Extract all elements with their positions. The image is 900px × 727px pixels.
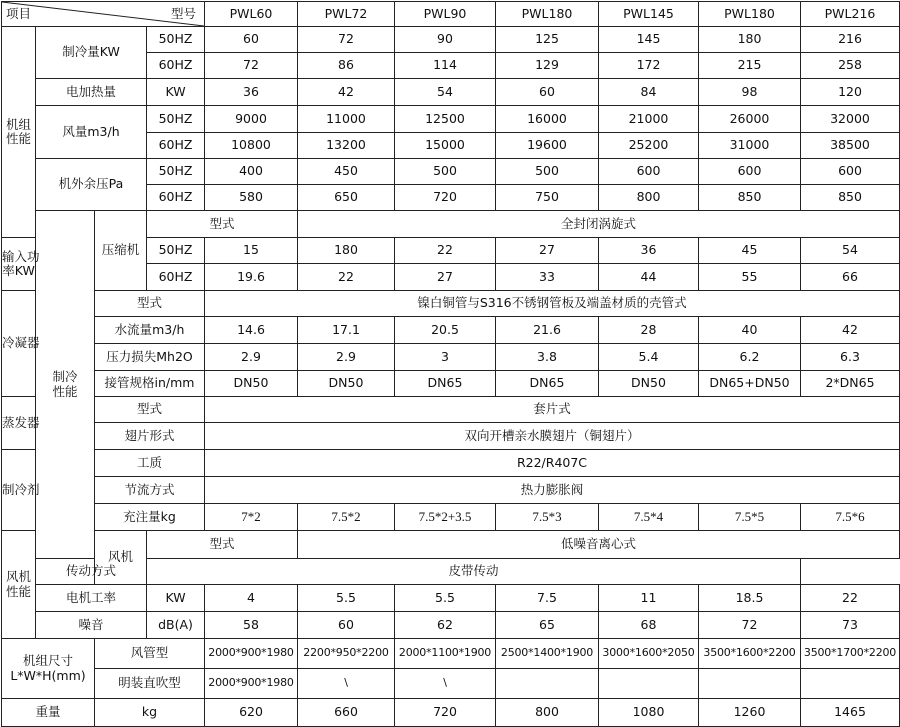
- value-cell: 36: [205, 79, 298, 106]
- medium-value: R22/R407C: [205, 450, 900, 477]
- evaporator-label: 蒸发器: [2, 397, 36, 450]
- value-cell: 3000*1600*2050: [599, 639, 699, 669]
- value-cell: 172: [599, 53, 699, 79]
- fan-type-value: 低噪音离心式: [298, 531, 900, 559]
- throttle-label: 节流方式: [95, 477, 205, 504]
- value-cell: 90: [395, 27, 496, 53]
- value-cell: 98: [699, 79, 801, 106]
- value-cell: 27: [395, 264, 496, 291]
- value-cell: 31000: [699, 133, 801, 159]
- value-cell: 850: [801, 185, 900, 211]
- category-fan-performance: 风机 性能: [2, 531, 36, 639]
- model-header: PWL216: [801, 2, 900, 27]
- value-cell: 19.6: [205, 264, 298, 291]
- value-cell: 650: [298, 185, 395, 211]
- value-cell: 72: [205, 53, 298, 79]
- value-cell: 68: [599, 612, 699, 639]
- value-cell: 54: [395, 79, 496, 106]
- spec-table: [1, 1, 900, 727]
- value-cell: 62: [395, 612, 496, 639]
- drive-value: 皮带传动: [147, 559, 801, 585]
- throttle-value: 热力膨胀阀: [205, 477, 900, 504]
- value-cell: 3500*1700*2200: [801, 639, 900, 669]
- value-cell: 850: [699, 185, 801, 211]
- value-cell: 7.5*3: [496, 504, 599, 531]
- value-cell: 60: [205, 27, 298, 53]
- value-cell: 6.3: [801, 344, 900, 371]
- model-label: 型号: [170, 6, 196, 21]
- model-header: PWL72: [298, 2, 395, 27]
- model-header: PWL90: [395, 2, 496, 27]
- value-cell: 58: [205, 612, 298, 639]
- value-cell: 215: [699, 53, 801, 79]
- value-cell: 3.8: [496, 344, 599, 371]
- value-cell: 42: [298, 79, 395, 106]
- value-cell: 11: [599, 585, 699, 612]
- model-header: PWL145: [599, 2, 699, 27]
- fin-type-value: 双向开槽亲水膜翅片（铜翅片）: [205, 423, 900, 450]
- value-cell: 2000*900*1980: [205, 639, 298, 669]
- value-cell: 54: [801, 238, 900, 264]
- pressure-loss-label: 压力损失Mh2O: [95, 344, 205, 371]
- value-cell: 9000: [205, 106, 298, 133]
- value-cell: DN65: [395, 371, 496, 397]
- input-power-label: 输入功 率KW: [2, 238, 36, 291]
- freq-label: 60HZ: [147, 264, 205, 291]
- value-cell: 20.5: [395, 317, 496, 344]
- value-cell: 6.2: [699, 344, 801, 371]
- value-cell: 600: [801, 159, 900, 185]
- value-cell: 14.6: [205, 317, 298, 344]
- freq-label: 50HZ: [147, 159, 205, 185]
- value-cell: 32000: [801, 106, 900, 133]
- value-cell: 400: [205, 159, 298, 185]
- pipe-spec-label: 接管规格in/mm: [95, 371, 205, 397]
- value-cell: 45: [699, 238, 801, 264]
- charge-label: 充注量kg: [95, 504, 205, 531]
- value-cell: 5.5: [395, 585, 496, 612]
- value-cell: 65: [496, 612, 599, 639]
- motor-power-label: 电机工率: [36, 585, 147, 612]
- value-cell: 500: [395, 159, 496, 185]
- unit-label: kg: [95, 699, 205, 727]
- condenser-type-value: 镍白铜管与S316不锈钢管板及端盖材质的壳管式: [205, 291, 900, 317]
- value-cell: 13200: [298, 133, 395, 159]
- value-cell: [496, 669, 599, 699]
- value-cell: 26000: [699, 106, 801, 133]
- freq-label: 50HZ: [147, 27, 205, 53]
- value-cell: 2500*1400*1900: [496, 639, 599, 669]
- item-label: 项目: [6, 6, 32, 21]
- value-cell: 18.5: [699, 585, 801, 612]
- value-cell: 22: [298, 264, 395, 291]
- value-cell: 3500*1600*2200: [699, 639, 801, 669]
- type-label: 型式: [95, 397, 205, 423]
- value-cell: 600: [699, 159, 801, 185]
- value-cell: 750: [496, 185, 599, 211]
- evaporator-type-value: 套片式: [205, 397, 900, 423]
- value-cell: 72: [298, 27, 395, 53]
- value-cell: 800: [496, 699, 599, 727]
- value-cell: 180: [298, 238, 395, 264]
- value-cell: 21000: [599, 106, 699, 133]
- value-cell: 120: [801, 79, 900, 106]
- model-header: PWL180: [496, 2, 599, 27]
- value-cell: 2000*1100*1900: [395, 639, 496, 669]
- compressor-type-value: 全封闭涡旋式: [298, 211, 900, 238]
- fin-type-label: 翅片形式: [95, 423, 205, 450]
- value-cell: 66: [801, 264, 900, 291]
- value-cell: 7*2: [205, 504, 298, 531]
- value-cell: 500: [496, 159, 599, 185]
- model-header: PWL60: [205, 2, 298, 27]
- value-cell: 21.6: [496, 317, 599, 344]
- weight-label: 重量: [2, 699, 95, 727]
- value-cell: DN50: [599, 371, 699, 397]
- value-cell: 7.5*2+3.5: [395, 504, 496, 531]
- value-cell: 44: [599, 264, 699, 291]
- value-cell: 216: [801, 27, 900, 53]
- value-cell: [801, 669, 900, 699]
- unit-label: KW: [147, 79, 205, 106]
- value-cell: [599, 669, 699, 699]
- header-corner: [2, 2, 205, 27]
- freq-label: 50HZ: [147, 238, 205, 264]
- value-cell: 22: [801, 585, 900, 612]
- value-cell: 720: [395, 699, 496, 727]
- value-cell: 15000: [395, 133, 496, 159]
- value-cell: 800: [599, 185, 699, 211]
- value-cell: 55: [699, 264, 801, 291]
- value-cell: 11000: [298, 106, 395, 133]
- fan-label: 风机: [95, 531, 147, 585]
- freq-label: 60HZ: [147, 185, 205, 211]
- heating-label: 电加热量: [36, 79, 147, 106]
- value-cell: 84: [599, 79, 699, 106]
- value-cell: 450: [298, 159, 395, 185]
- model-header: PWL180: [699, 2, 801, 27]
- value-cell: 16000: [496, 106, 599, 133]
- value-cell: 36: [599, 238, 699, 264]
- value-cell: 180: [699, 27, 801, 53]
- value-cell: 28: [599, 317, 699, 344]
- value-cell: 19600: [496, 133, 599, 159]
- value-cell: [699, 669, 801, 699]
- cooling-capacity-label: 制冷量KW: [36, 27, 147, 79]
- category-unit-performance: 机组 性能: [2, 27, 36, 238]
- value-cell: 1260: [699, 699, 801, 727]
- value-cell: 660: [298, 699, 395, 727]
- type-label: 型式: [147, 211, 298, 238]
- value-cell: 15: [205, 238, 298, 264]
- value-cell: 125: [496, 27, 599, 53]
- value-cell: 22: [395, 238, 496, 264]
- value-cell: 7.5: [496, 585, 599, 612]
- value-cell: 2200*950*2200: [298, 639, 395, 669]
- value-cell: DN50: [205, 371, 298, 397]
- water-flow-label: 水流量m3/h: [95, 317, 205, 344]
- unit-label: KW: [147, 585, 205, 612]
- value-cell: 2.9: [298, 344, 395, 371]
- value-cell: \: [298, 669, 395, 699]
- value-cell: 73: [801, 612, 900, 639]
- value-cell: 5.4: [599, 344, 699, 371]
- value-cell: 2*DN65: [801, 371, 900, 397]
- value-cell: DN65+DN50: [699, 371, 801, 397]
- value-cell: 3: [395, 344, 496, 371]
- value-cell: 2.9: [205, 344, 298, 371]
- value-cell: 129: [496, 53, 599, 79]
- medium-label: 工质: [95, 450, 205, 477]
- freq-label: 60HZ: [147, 133, 205, 159]
- dimensions-label: 机组尺寸 L*W*H(mm): [2, 639, 95, 699]
- value-cell: 25200: [599, 133, 699, 159]
- value-cell: 33: [496, 264, 599, 291]
- value-cell: 145: [599, 27, 699, 53]
- value-cell: 1080: [599, 699, 699, 727]
- value-cell: 7.5*4: [599, 504, 699, 531]
- duct-type-label: 风管型: [95, 639, 205, 669]
- value-cell: 42: [801, 317, 900, 344]
- condenser-label: 冷凝器: [2, 291, 36, 397]
- type-label: 型式: [147, 531, 298, 559]
- value-cell: 86: [298, 53, 395, 79]
- value-cell: 12500: [395, 106, 496, 133]
- value-cell: DN65: [496, 371, 599, 397]
- value-cell: 72: [699, 612, 801, 639]
- value-cell: 40: [699, 317, 801, 344]
- value-cell: 27: [496, 238, 599, 264]
- value-cell: 2000*900*1980: [205, 669, 298, 699]
- value-cell: 4: [205, 585, 298, 612]
- refrigerant-label: 制冷剂: [2, 450, 36, 531]
- value-cell: \: [395, 669, 496, 699]
- value-cell: 7.5*6: [801, 504, 900, 531]
- drive-label: 传动方式: [36, 559, 147, 585]
- airflow-label: 风量m3/h: [36, 106, 147, 159]
- value-cell: 7.5*2: [298, 504, 395, 531]
- freq-label: 50HZ: [147, 106, 205, 133]
- value-cell: 620: [205, 699, 298, 727]
- value-cell: 720: [395, 185, 496, 211]
- value-cell: 10800: [205, 133, 298, 159]
- value-cell: 1465: [801, 699, 900, 727]
- value-cell: 60: [298, 612, 395, 639]
- value-cell: 38500: [801, 133, 900, 159]
- value-cell: 17.1: [298, 317, 395, 344]
- value-cell: 114: [395, 53, 496, 79]
- type-label: 型式: [95, 291, 205, 317]
- value-cell: 60: [496, 79, 599, 106]
- value-cell: DN50: [298, 371, 395, 397]
- value-cell: 5.5: [298, 585, 395, 612]
- compressor-label: 压缩机: [95, 211, 147, 291]
- value-cell: 258: [801, 53, 900, 79]
- direct-blow-type-label: 明装直吹型: [95, 669, 205, 699]
- noise-label: 噪音: [36, 612, 147, 639]
- unit-label: dB(A): [147, 612, 205, 639]
- freq-label: 60HZ: [147, 53, 205, 79]
- value-cell: 580: [205, 185, 298, 211]
- value-cell: 7.5*5: [699, 504, 801, 531]
- value-cell: 600: [599, 159, 699, 185]
- external-pressure-label: 机外余压Pa: [36, 159, 147, 211]
- category-refrigeration-performance: 制冷 性能: [36, 211, 95, 559]
